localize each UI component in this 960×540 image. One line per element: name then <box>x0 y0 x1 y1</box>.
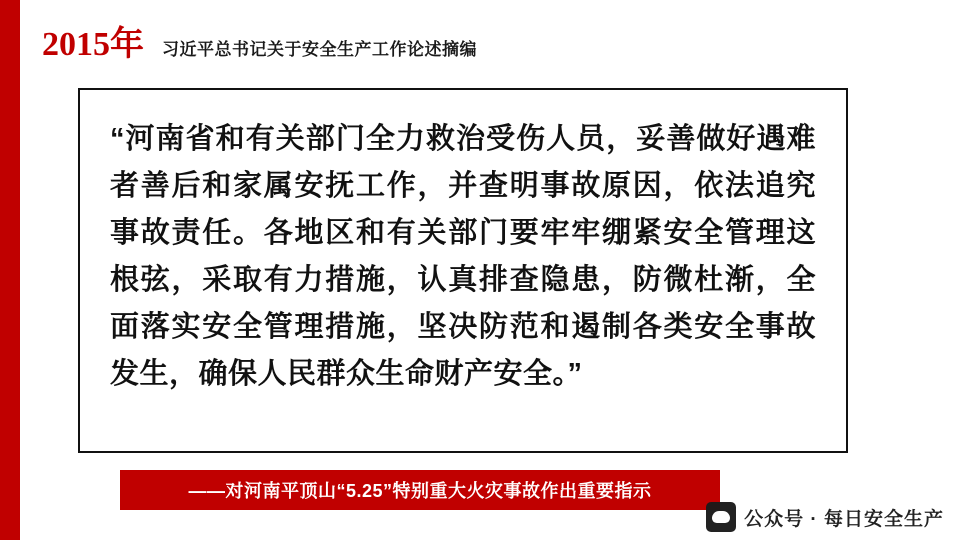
slide-header <box>20 28 477 80</box>
source-banner <box>120 470 720 510</box>
watermark-text: 公众号 · 每日安全生产 <box>744 508 944 530</box>
header-subtitle: 习近平总书记关于安全生产工作论述摘编 <box>162 40 477 59</box>
source-banner-text: ——对河南平顶山“5.25”特别重大火灾事故作出重要指示 <box>188 481 652 501</box>
year-label: 2015年 <box>42 26 144 63</box>
quote-box <box>78 88 848 453</box>
watermark <box>706 502 944 532</box>
quote-text: “河南省和有关部门全力救治受伤人员，妥善做好遇难者善后和家属安抚工作，并查明事故原因，依法追究事故责任。各地区和有关部门要牢牢绷紧安全管理这根弦，采取有力措施，认真排查隐患，防微杜渐，全面落实安全管理措施，坚决防范和遏制各类安全事故发生，确保人民群众生命财产安全。” <box>110 123 816 390</box>
left-accent-bar <box>0 0 20 540</box>
account-logo-icon <box>706 502 736 532</box>
